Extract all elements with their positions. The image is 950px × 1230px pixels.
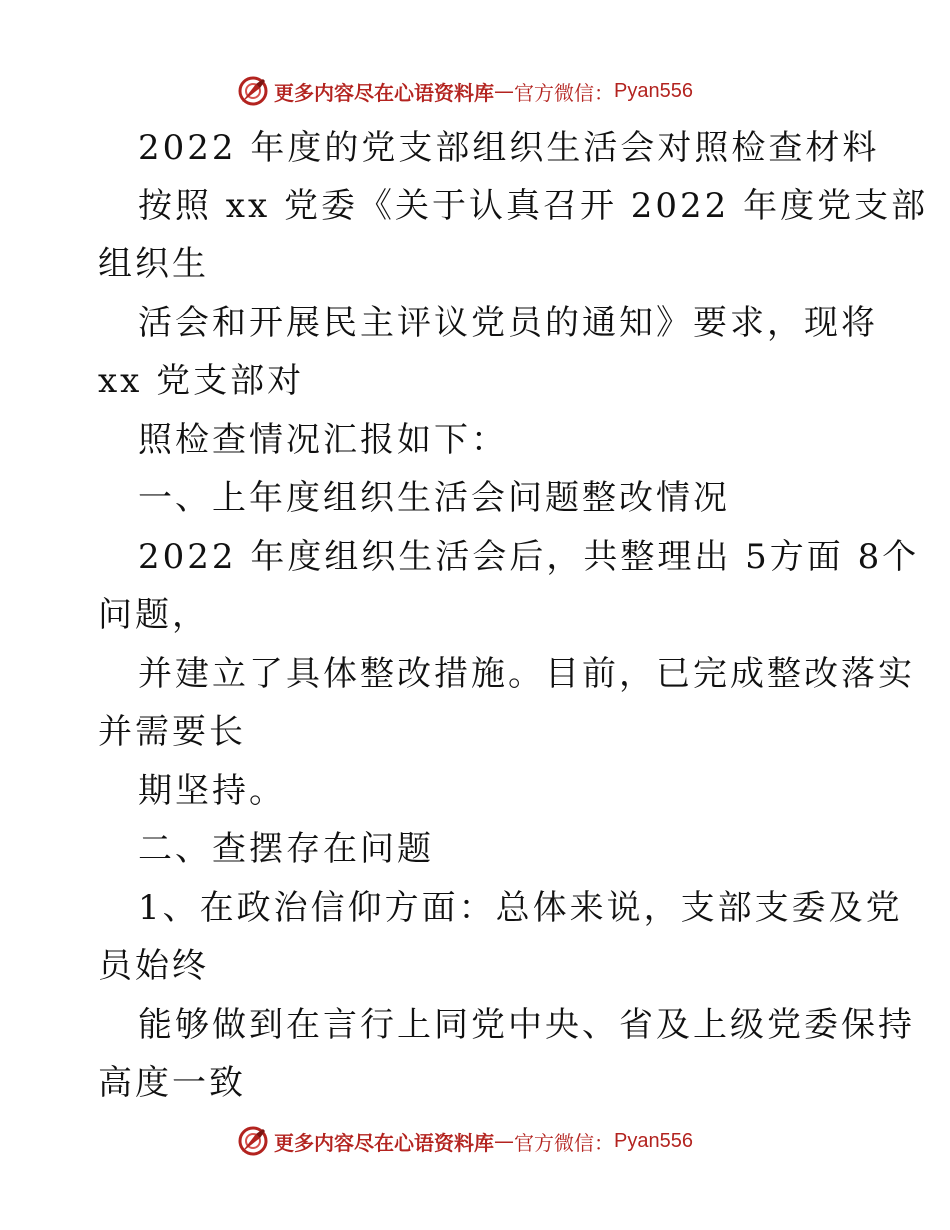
document-title: 2022 年度的党支部组织生活会对照检查材料 — [138, 128, 880, 168]
watermark-dash: — — [494, 79, 514, 103]
watermark-banner-bottom — [236, 1121, 716, 1161]
watermark-wechat-label: 官方微信： — [514, 80, 614, 105]
paragraph-line: 组织生 — [98, 244, 209, 284]
paragraph-line: 员始终 — [98, 946, 209, 986]
paragraph-line: 高度一致 — [98, 1063, 246, 1103]
section-heading: 二、查摆存在问题 — [138, 829, 434, 869]
paragraph-line: 能够做到在言行上同党中央、省及上级党委保持 — [138, 1005, 915, 1045]
pen-nib-logo-icon — [236, 1124, 270, 1158]
paragraph-line: xx 党支部对 — [98, 361, 305, 401]
watermark-wechat-label: 官方微信： — [514, 1130, 614, 1155]
paragraph-line: 活会和开展民主评议党员的通知》要求，现将 — [138, 303, 878, 343]
pen-nib-logo-icon — [236, 74, 270, 108]
paragraph-line: 1、在政治信仰方面：总体来说，支部支委及党 — [138, 888, 903, 928]
paragraph-line: 照检查情况汇报如下： — [138, 420, 508, 460]
watermark-wechat-id: Pyan556 — [614, 1129, 693, 1152]
watermark-main-text: 更多内容尽在心语资料库 — [274, 1130, 494, 1155]
watermark-banner-top — [236, 71, 716, 111]
watermark-wechat-id: Pyan556 — [614, 79, 693, 102]
paragraph-line: 并需要长 — [98, 712, 246, 752]
paragraph-line: 2022 年度组织生活会后，共整理出 5方面 8个 — [138, 537, 920, 577]
section-heading: 一、上年度组织生活会问题整改情况 — [138, 478, 730, 518]
paragraph-line: 问题， — [98, 595, 209, 635]
watermark-main-text: 更多内容尽在心语资料库 — [274, 80, 494, 105]
paragraph-line: 并建立了具体整改措施。目前，已完成整改落实 — [138, 654, 915, 694]
paragraph-line: 按照 xx 党委《关于认真召开 2022 年度党支部 — [138, 186, 929, 226]
watermark-dash: — — [494, 1129, 514, 1153]
paragraph-line: 期坚持。 — [138, 771, 286, 811]
